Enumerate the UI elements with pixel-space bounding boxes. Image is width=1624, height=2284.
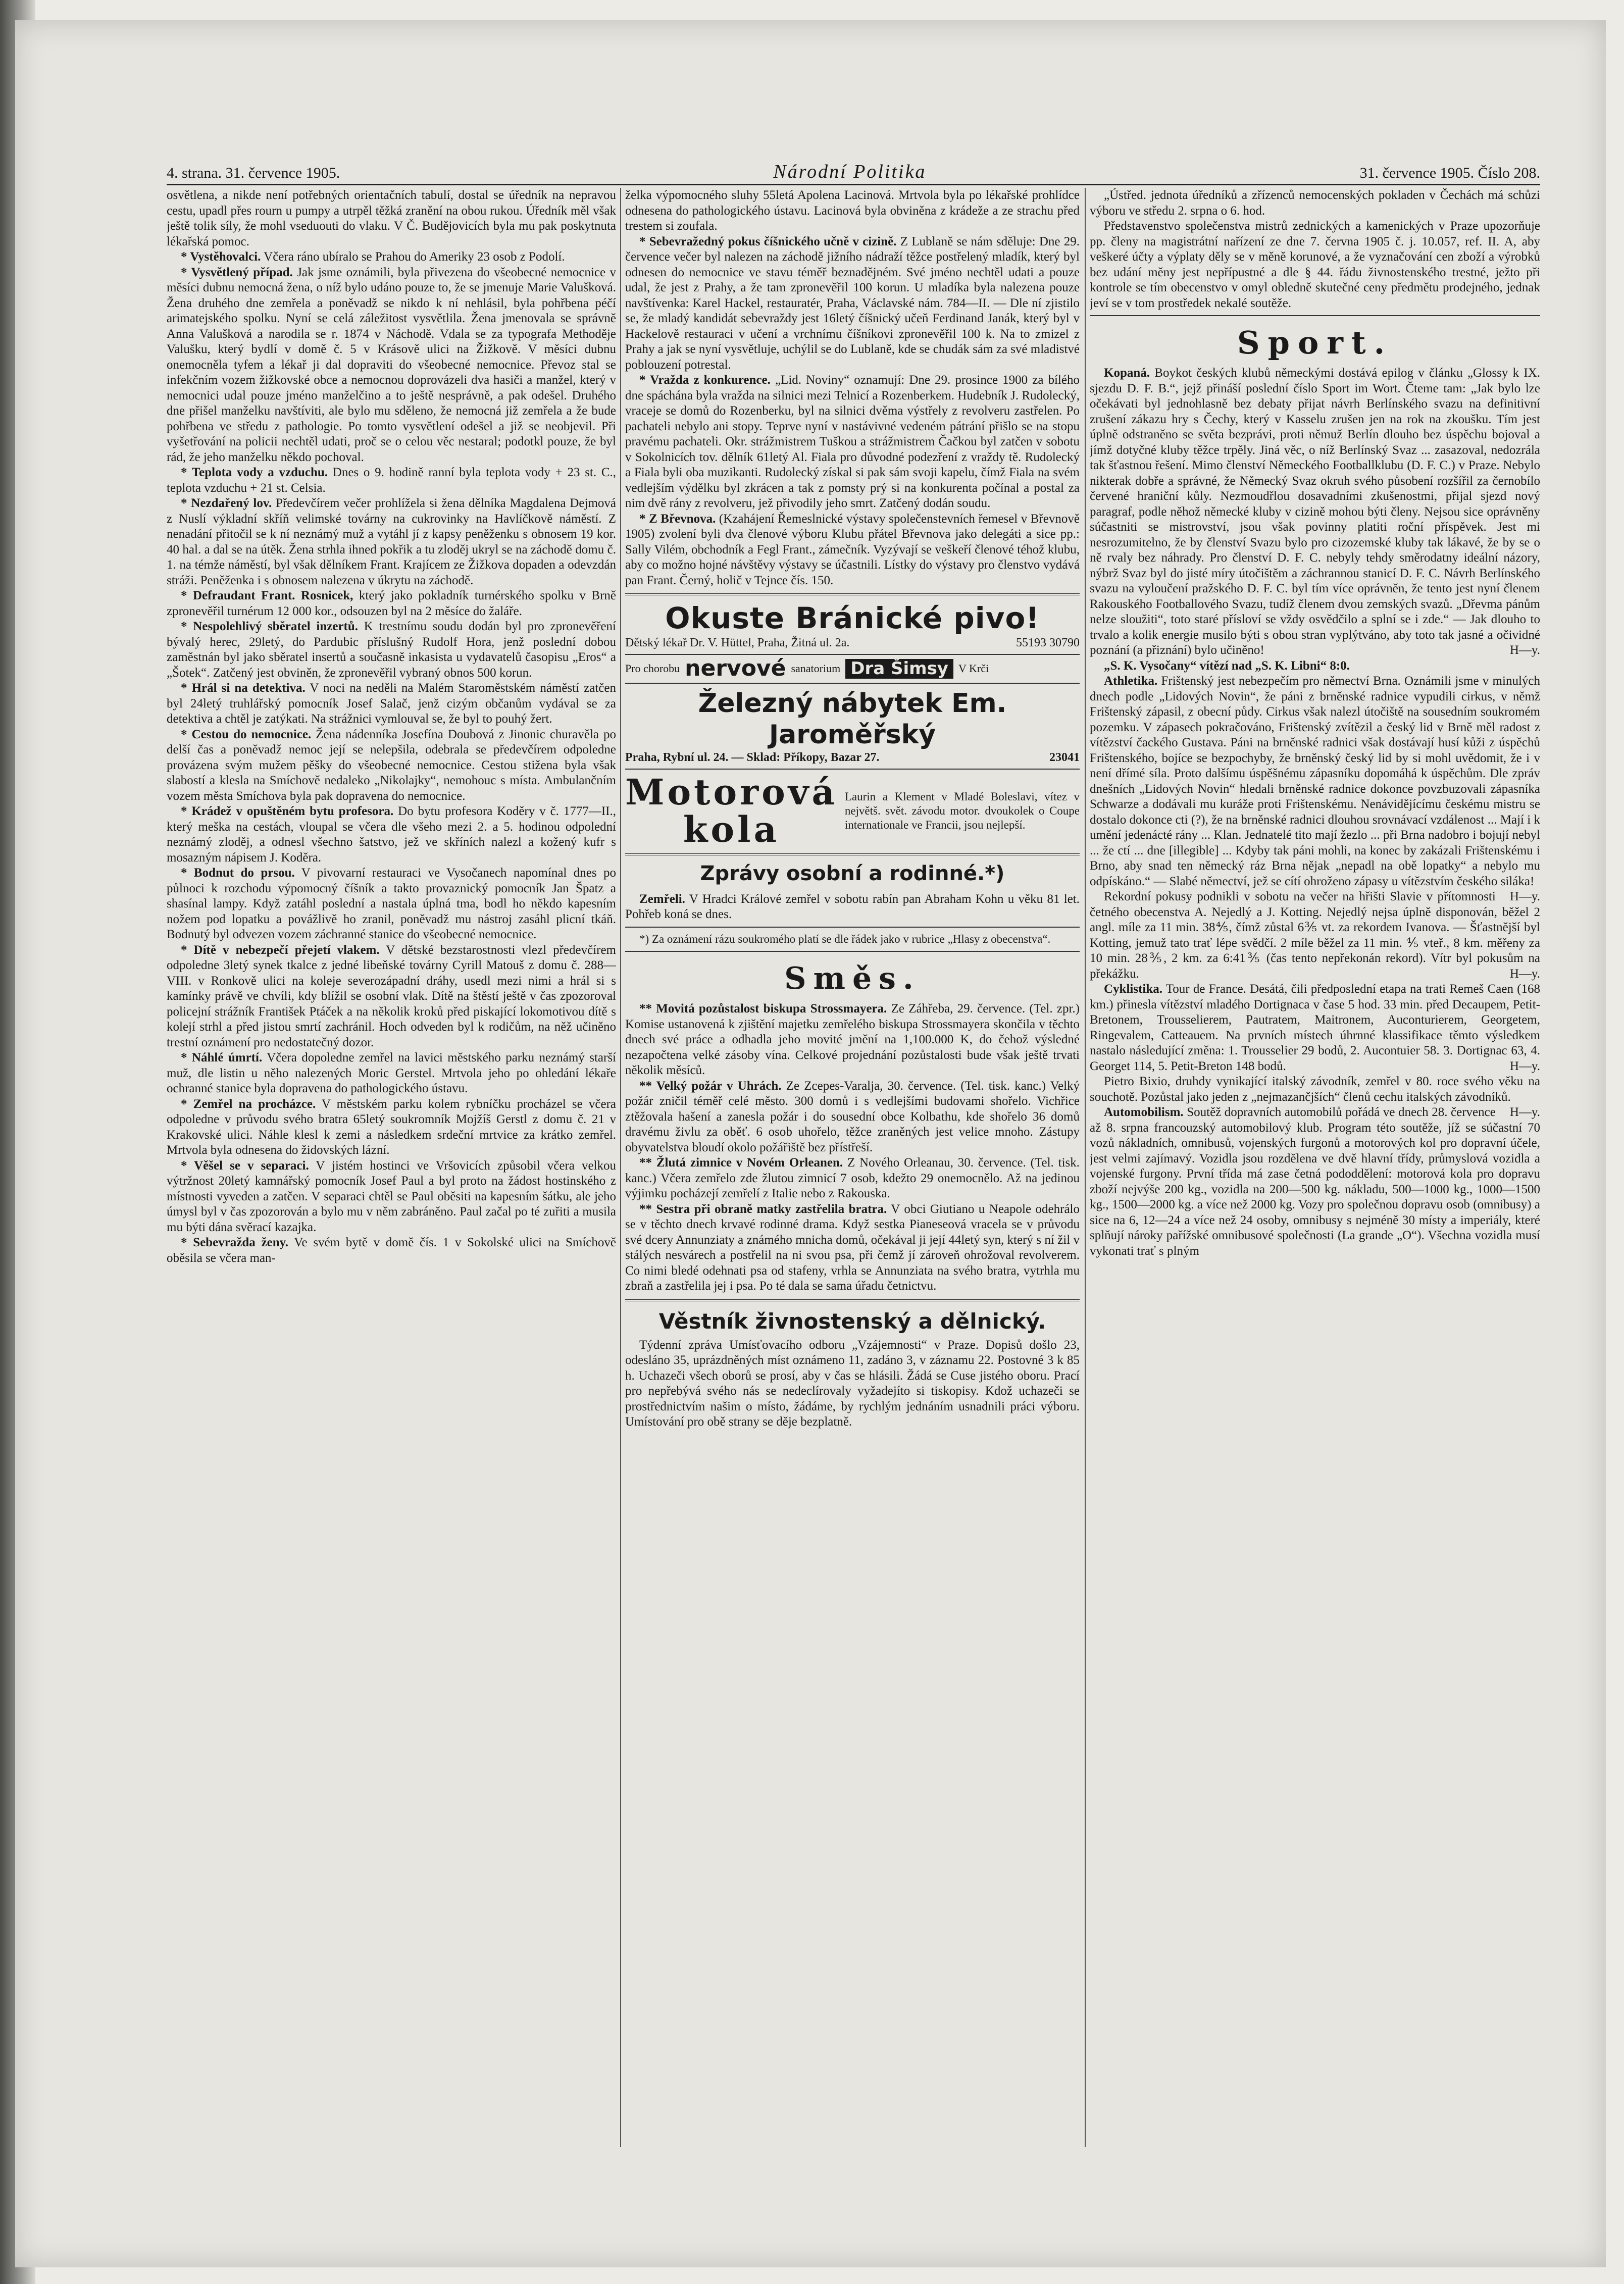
news-headline: * Hrál si na detektiva. bbox=[181, 681, 306, 695]
news-body: Z Lublaně se nám sděluje: Dne 29. července večer byl nalezen na záchodě jižního nádraží těžce postřelený mladík, který byl odnesen do nemocnice ve stavu téměř beznadějném. Své jméno nechtěl udati a pouze udal, že jest z Prahy, a že tam zpronevěřil 100 korun. U mladíka byla nalezena pouze navštívenka: Karel Hackel, restauratér, Praha, Václavské nám. 784—II. — Dle ní zjistilo se, že mladý kandidát sebevraždy jest 16letý číšnický učeň Ferdinand Janák, který byl v Hackelově restauraci v učení a vrchnímu číšníkovi zpronevěřil 100 k. Na to zmizel z Prahy a jak se nyní vysvětluje, uchýlil se do Lublaně, kde se chudák sám za své mladistvé poblouzení potrestal. bbox=[625, 234, 1080, 372]
news-body: Boykot českých klubů německými dostává epilog v článku „Glossy k IX. sjezdu D. F. B.“, jejž přináší poslední číslo Sport im Wort. Čteme tam: „Jak bylo lze očekávati byl jednohlasně bez debaty přijat návrh Berlínského svazu na definitivní zrušení zákazu hry s Čechy, který v Kasselu zrušen jen na rok na zkoušku. Tím jest úplně odstraněno se světa bezprávi, proti němuž Berlín dlouho bez úspěchu bojoval a jímž dotyčné kluby těžce trpěly. Jiná věc, o níž Berlínský Svaz ... zasazoval, nedozrála tak šťastnou řešení. Mimo členství Německého Footballklubu (D. F. C.) v Praze. Nebylo nikterak dobře a správné, že Německý Svaz okruh svého působení rozšířil za černobílo červené hraniční kůly. Nezmoudřlou dosavadními zkušenostmi, přijal sjezd nový paragraf, podle něhož německé kluby v cizině mohou býti členy. Nejsou sice oprávněny súčastniti se mistrovství, jsou však povinny platiti roční příspěvek. Jest mi nesrozumitelno, že by členství Svazu bylo pro cizozemské kluby tak lákavé, že by se o ně rvaly bez náhrady. Pro členství D. F. C. nebyly tehdy směrodatny ideální názory, nýbrž Svaz byl do jisté míry útočištěm a záchrannou stanicí D. F. C. Návrh Berlínského svazu na vyloučení pražského D. F. C. byl tím více oprávněn, že tento jest nyní členem Rakouského Footballového Svazu, tudíž členem dvou zemských svazů. „Dřevma pánům nelze sloužiti“, toto staré přísloví se vždy osvědčilo a splní se i zde.“ — Jak dlouho to trvalo a kolik energie musilo býti s obou stran vyplýtváno, aby toto tak jasné a očividné poznání (a přiznání) bylo učiněno! bbox=[1090, 366, 1540, 657]
section-title-sport: Sport. bbox=[1237, 324, 1393, 361]
news-headline: * Náhlé úmrtí. bbox=[181, 1051, 263, 1064]
news-body: Předevčírem večer prohlížela si žena dělníka Magdalena Dejmová z Nuslí výkladní skříň velimské továrny na cukrovinky na Havlíčkově náměstí. Z nenadání přitočil se k ní neznámý muž a vytáhl jí z kapsy peněženku s obnosem 19 kor. 40 hal. a dal se na útěk. Žena strhla ihned pokřik a tu zloděj ukryl se na záchodě domu č. 1. na témže náměstí, byl však dělníkem Frant. Krajícem ze Žižkova dopaden a odevzdán stráži. Peněženka i s obnosem nalezena v úkrytu na záchodě. bbox=[167, 496, 616, 587]
news-headline: * Teplota vody a vzduchu. bbox=[181, 466, 328, 479]
news-item bbox=[625, 373, 1080, 512]
news-body: V městském parku kolem rybníčku procházel se včera odpoledne v průvodu svého bratra 65letý soukromník Mojžíš Gerstl z domu č. 21 v Krakovské ulici. Náhle klesl k zemi a následkem srdeční mrtvice za krátko zemřel. Mrtvola byla odnesena do židovských lázní. bbox=[167, 1097, 616, 1157]
separator bbox=[625, 951, 1080, 952]
news-item bbox=[625, 1079, 1080, 1156]
column-rule bbox=[1085, 188, 1086, 2147]
news-body: V dětské bezstarostnosti vlezl předevčírem odpoledne 3letý synek tkalce z jedné libeňské továrny Cyrill Matouš z domu č. 288—VIII. v Ronkově ulici na koleje severozápadní dráhy, usedl mezi nimi a hrál si s kamínky právě ve chvíli, kdy blížil se osobní vlak. Dítě na štěstí ještě v čas zpozoroval policejní strážník František Ptáček a na několik kroků před piskající lokomotivou dítě s kolejí strhl a před jistou smrtí zachránil. Hoch odveden byl k rodičům, na něž učiněno trestní oznámení pro nedostatečný dozor. bbox=[167, 943, 616, 1049]
separator bbox=[625, 769, 1080, 770]
news-headline: ** Sestra při obraně matky zastřelila bratra. bbox=[639, 1202, 887, 1216]
news-headline: * Sebevražda ženy. bbox=[181, 1236, 288, 1249]
page-header bbox=[167, 161, 1540, 185]
news-body: Dnes o 9. hodině ranní byla teplota vody + 23 st. C., teplota vzduchu + 21 st. Celsia. bbox=[167, 466, 616, 495]
signature: H—y. bbox=[1509, 1059, 1540, 1073]
news-body: V noci na neděli na Malém Staroměstském náměstí zatčen byl 24letý truhlářský pomocník Josef Salač, jenž cizým občanům vydával se za detektiva a chtěl je zatýkati. Na strážnici vymlouval se, že byl to pouhý žert. bbox=[167, 681, 616, 726]
column-3 bbox=[1090, 188, 1540, 2147]
ad-doctor: Dětský lékař Dr. V. Hüttel, Praha, Žitná ul. 2a. bbox=[625, 636, 850, 649]
column-rule bbox=[620, 188, 621, 2147]
news-body: Včera ráno ubíralo se Prahou do Ameriky 23 osob z Podolí. bbox=[264, 250, 565, 264]
news-headline: * Sebevražedný pokus číšnického učně v cizině. bbox=[639, 234, 897, 248]
ad-code: 23041 bbox=[1049, 750, 1080, 764]
news-headline: * Vystěhovalci. bbox=[181, 250, 261, 264]
news-body: „Ústřed. jednota úředníků a zřízenců nemocenských pokladen v Čechách má schůzi výboru ve středu 2. srpna o 6. hod. bbox=[1090, 188, 1540, 218]
signature: H—y. bbox=[1509, 643, 1540, 657]
news-headline: * Dítě v nebezpečí přejetí vlakem. bbox=[181, 943, 380, 957]
header-right: 31. července 1905. Číslo 208. bbox=[1359, 165, 1540, 181]
news-body: Žena nádenníka Josefína Doubová z Jinonic churavěla po delší čas a poněvadž nemoc její se nelepšila, odebrala se předevčírem odpoledne provázena svým mužem pěšky do všeobecné nemocnice. Cestou stižena byla však slabostí a klesla na Smíchově nedaleko „Nikolajky“, nemohouc s místa. Ambulančním vozem města Smíchova byla pak dopravena do nemocnice. bbox=[167, 727, 616, 803]
news-headline: * Cestou do nemocnice. bbox=[181, 727, 312, 741]
separator bbox=[625, 654, 1080, 655]
ad-subline bbox=[625, 636, 1080, 650]
news-item bbox=[625, 512, 1080, 589]
news-headline: Automobilism. bbox=[1104, 1105, 1184, 1119]
news-headline: Kopaná. bbox=[1104, 366, 1150, 380]
ad-kola-word: kola bbox=[683, 808, 780, 850]
news-item bbox=[1090, 366, 1540, 658]
column-1 bbox=[167, 188, 616, 2147]
news-item bbox=[167, 681, 616, 727]
news-item bbox=[167, 1097, 616, 1158]
news-headline: „S. K. Vysočany“ vítězí nad „S. K. Libni“ 8:0. bbox=[1104, 658, 1350, 673]
news-item bbox=[625, 1001, 1080, 1079]
news-item bbox=[167, 804, 616, 866]
news-body: Ve svém bytě v domě čís. 1 v Sokolské ulici na Smíchově oběsila se včera man- bbox=[167, 1236, 616, 1265]
news-body: V Hradci Králové zemřel v sobotu rabín pan Abraham Kohn u věku 81 let. Pohřeb koná se dnes. bbox=[625, 892, 1080, 921]
separator bbox=[625, 1299, 1080, 1301]
news-headline: * Defraudant Frant. Rosnicek, bbox=[181, 589, 353, 602]
news-headline: Cyklistika. bbox=[1104, 982, 1163, 996]
news-item bbox=[167, 866, 616, 943]
news-item bbox=[167, 465, 616, 496]
news-body: Soutěž dopravních automobilů pořádá ve dnech 28. července až 8. srpna francouzský automobilový klub. Program této soutěže, jíž se súčastní 70 vozů nákladních, omnibusů, vojenských furgonů a motorových kol pro dopravní účele, jest velmi zajímavý. Vozidla jsou rozdělena ve dvě hlavní třídy, průmyslová vozidla a vojenské furgony. První třída má zase četná pododdělení: motorová kola pro dopravu zboží nejvýše 200 kg., vozidla na 200—500 kg. nákladu, 500—1000 kg., 1000—1500 kg., 1500—2000 kg. a více než 2000 kg. Vozy pro společnou dopravu osob (omnibusy) a sice na 6, 12—24 a více než 24 osoby, omnibusy s nejméně 30 místy a imperiály, které splňují nároky pařížské omnibusové společnosti (La grande „O“). Všechna vozidla musí vykonati trať s plným bbox=[1090, 1105, 1540, 1258]
news-body: Frištenský jest nebezpečím pro němectví Brna. Oznámili jsme v minulých dnech podle „Lidových Novin“, že páni z brněnské radnice vypudili cirkus, v němž Frištenský zápasil, z obecní půdy. Cirkus však nalezl útočiště na sousedním soukromém pozemku. V zápasech pokračováno, Frištenský zvítězil a český lid v Brně měl radost z vítězství čackého Gustava. Páni na brněnské radnici však dostávají husí kůži z úspěchů Frištenského, bojíce se bezpochyby, že brněnský český lid by si mohl uvědomit, že i v není dřímé síla. Proto dalšímu úspěšnému zápasníku dopomáhá k úspěchům. Dle zpráv dnešních „Lidových Novin“ hledali brněnské radnice dokonce povzbuzovali zápasníka Schwarze a dodávali mu kuráže proti Frištenskému. Nenávidějícímu českému mistru se dostalo dokonce cti (?), že na brněnské radnici dlouhou srovnávací vzdálenost ... Mají i k umění jedenácté rány ... Klan. Jednatelé tito mají žezlo ... při Brna nadobro i bojují nebyl ... že ctí ... dne [illegible] ... Kdyby tak páni mohli, na konec by zakázali Frištenskému i Brno, aby snad ten německý ráz Brna nějak „nepadl na obě lopatky“ a nebylo mu odpískáno.“ — Slabé němectví, jež se cítí ohroženo zápasy u vítězstvím českého siláka! bbox=[1090, 674, 1540, 888]
section-title-zpravy: Zprávy osobní a rodinné.*) bbox=[700, 861, 1005, 885]
news-body: Tour de France. Desátá, čili předposlední etapa na trati Remeš Caen (168 km.) přinesla vítězství mladého Dortignaca v čase 5 hod. 33 min. před Decaupem, Petit-Bretonem, Trousselierem, Pautratem, Maitronem, Auconturierem, Georgetem, Ringevalem, Catteauem. Na prvních místech úhrnné klassifikace těmto výsledkem nastalo následující změna: 1. Trousselier 29 bodů, 2. Aucontuier 58. 3. Dortignac 63, 4. Georget 114, 5. Petit-Breton 148 bodů. bbox=[1090, 982, 1540, 1073]
news-body: Rekordní pokusy podnikli v sobotu na večer na hřišti Slavie v přítomnosti četného obecenstva A. Nejedlý a J. Kotting. Nejedlý nejsa úplně disponován, běžel 2 angl. míle za 11 min. 38⅘, čímž zůstal 6⅗ vt. za rekordem Ivanova. — Šťastnější byl Kotting, jemuž tato trať lépe svědčí. 2 míle běžel za 11 min. ⅘ vteř., 8 km. měřeny za 10 min. 28⅗, 2 km. za 6:41⅗ (čas tento nepřekonán rekord). Vítr byl pokusům na překážku. bbox=[1090, 890, 1540, 981]
news-headline: * Vražda z konkurence. bbox=[639, 373, 771, 387]
separator bbox=[1090, 315, 1540, 316]
news-body: Z Nového Orleanau, 30. července. (Tel. tisk. kanc.) Včera zemřelo zde žlutou zimnicí 7 osob, kdežto 29 onemocnělo. Až na jedinou výjimku pocházejí zemřelí z Italie nebo z Rakouska. bbox=[625, 1156, 1080, 1200]
signature: H—y. bbox=[1509, 1105, 1540, 1119]
ad-zelezny-nabytek bbox=[625, 688, 1080, 765]
news-body: Ze Zcepes-Varalja, 30. července. (Tel. tisk. kanc.) Velký požár zničil téměř celé město. 300 domů i s vedlejšími budovami shořelo. Vichřice ztěžovala hašení a zanesla požár i do sousední obce Kolbathu, kde shořelo 36 domů dravému živlu za oběť. 6 osob uhořelo, těžce zraněných jest velice mnoho. Zástupy obyvatelstva bloudí okolo požářiště bez přístřeší. bbox=[625, 1079, 1080, 1154]
column-2 bbox=[625, 188, 1080, 2147]
news-body: V pivovarní restauraci ve Vysočanech napomínal dnes po půlnoci k rozchodu výpomocný číšník a takto provaznický pomocník Jan Špatz a shasínal lampy. Když zatáhl poslední a nastala úplná tma, bodl ho někdo kapesním nožem pod lopatku a povážlivě ho zranil, poněvadž mu nástroj zasáhl plicní tkáň. Bodnutý byl odvezen vozem záchranné stanice do všeobecné nemocnice. bbox=[167, 866, 616, 941]
news-body: Týdenní zpráva Umísťovacího odboru „Vzájemnosti“ v Praze. Dopisů došlo 23, odesláno 35, uprázdněných míst oznámeno 11, zadáno 3, v záznamu 22. Postovné 3 k 85 h. Uchazeči všech oborů se prosí, aby v čas se hlásili. Žádá se Cuse jistého oboru. Prací pro nepřebývá svého nás se nedeclírovaly vyžadejíto si tiskopisy. Kdož uchazeči se prostřednictvím našim o místo, žádáme, by rychlým jednáním usnadnili práci výboru. Umístování pro obě strany se děje bezplatně. bbox=[625, 1338, 1080, 1429]
news-item bbox=[625, 1155, 1080, 1202]
news-item bbox=[167, 588, 616, 619]
signature: H—y. bbox=[1509, 967, 1540, 981]
ad-dr-simsa: Dra Šimsy bbox=[845, 659, 953, 679]
ad-headline: Železný nábytek Em. Jaroměřský bbox=[698, 688, 1007, 750]
news-item bbox=[167, 943, 616, 1051]
news-headline: Athletika. bbox=[1104, 674, 1158, 688]
ad-address: Praha, Rybní ul. 24. — Sklad: Příkopy, Bazar 27. bbox=[625, 750, 880, 764]
ad-code: 55193 30790 bbox=[1016, 636, 1080, 649]
separator bbox=[625, 853, 1080, 855]
ad-headline: Okuste Bránické pivo! bbox=[665, 601, 1040, 635]
separator bbox=[625, 683, 1080, 684]
news-headline: Zemřeli. bbox=[639, 892, 685, 906]
footnote: *) Za oznámení rázu soukromého platí se dle řádek jako v rubrice „Hlasy z obecenstva“. bbox=[639, 932, 1051, 945]
news-item bbox=[167, 265, 616, 466]
separator bbox=[625, 593, 1080, 595]
news-body: Jak jsme oznámili, byla přivezena do všeobecné nemocnice v měsíci dubnu nemocná žena, o níž bylo udáno pouze to, že se jmenuje Marie Valušková. Žena druhého dne zemřela a poněvadž se nikdo k ní nehlásil, byla pohřbena péčí arimatejského spolku. Nyní se celá záležitost vysvětlila. Žena jmenovala se správně Anna Valušková a narodila se r. 1874 v Náchodě. Vdala se za typografa Methoděje Valušku, který bydlí v domě č. 5 v Krásově ulici na Žižkově. V měsíci dubnu onemocněla tyfem a lékař ji dal dopraviti do všeobecné nemocnice. Převoz stal se infekčním vozem žižkovské obce a nemocnou doprovázeli dva hasiči a manžel, který v nemocnici udal pouze jméno manželčino a to ještě nesprávně, a pak odešel. Druhého dne přišel manželku navštíviti, ale bylo mu sděleno, že nemocná již zemřela a že bude pohřbena ve středu z pathologie. Po tomto vysvětlení odešel a již se neobjevil. Při vyšetřování na policii nechtěl udati, proč se o celou věc nestaral; podotkl pouze, že byl rád, že jeho manželku někdo pochoval. bbox=[167, 265, 616, 464]
news-body: „Lid. Noviny“ oznamují: Dne 29. prosince 1900 za bílého dne spáchána byla vražda na silnici mezi Telnicí a Rozenberkem. Hudebník J. Rudolecký, vraceje se domů do Rozenberku, byl na silnici dvěma výstřely z revolveru zastřelen. Po pachateli nebylo ani stopy. Teprve nyní v nastávivné vedeném pátrání přišlo se na stopu pravému pachateli. Okr. strážmistrem Tuškou a strážmistrem Čačkou byl zatčen v sobotu v Sokolnicích tov. dělník 61letý Al. Fiala pro důvodné podezření z vraždy tě. Rudolecký a Fiala byli oba muzikanti. Rudolecký získal si pak sám svoji kapelu, čímž Fiala na svém vedlejším výdělku byl zkrácen a tak z pomsty prý si na konkurenta počínal a postal za nim dvě rány z revolveru, jež přivodily jeho smrt. Zatčený dodán soudu. bbox=[625, 373, 1080, 510]
news-body: Včera dopoledne zemřel na lavici městského parku neznámý starší muž, dle listin u něho nalezených Moric Gerstel. Mrtvola jeho po ohledání lékaře ochranné stanice byla dopravena do pathologického ústavu. bbox=[167, 1051, 616, 1095]
masthead-title: Národní Politika bbox=[773, 161, 927, 182]
news-item bbox=[167, 619, 616, 681]
ad-laurin-klement: Laurin a Klement v Mladé Boleslavi, vítez v největš. svět. závodu motor. dvoukolek o Coupe internationale ve Francii, jsou nejlepší. bbox=[844, 790, 1080, 831]
article-text: osvětlena, a nikde není potřebných orientačních tabulí, dostal se úředník na nepravou cestu, upadl přes rourn u pumpy a utrpěl těžká zranění na obou rukou. Úředník měl však ještě tolik síly, že mohl vseduouti do vlaku. V Č. Budějovicích byla mu pak poskytnuta lékařská pomoc. bbox=[167, 188, 616, 248]
news-item bbox=[167, 496, 616, 588]
news-item bbox=[625, 892, 1080, 923]
news-headline: * Z Břevnova. bbox=[639, 512, 716, 526]
ad-motorova-word: Motorová bbox=[625, 771, 838, 813]
news-headline: ** Velký požár v Uhrách. bbox=[639, 1079, 782, 1093]
news-item bbox=[167, 1050, 616, 1097]
signature: H—y. bbox=[1509, 890, 1540, 903]
article-text: želka výpomocného sluhy 55letá Apolena Lacinová. Mrtvola byla po lékařské prohlídce odnesena do pathologického ústavu. Lacinová byla obviněna z krádeže a ze strachu před trestem si zoufala. bbox=[625, 188, 1080, 233]
ad-krc: V Krči bbox=[958, 662, 989, 675]
ad-nervove: nervové bbox=[685, 655, 786, 681]
ad-sanatorium bbox=[625, 655, 1080, 681]
news-item bbox=[167, 1158, 616, 1236]
ad-subline bbox=[625, 750, 1080, 765]
separator bbox=[625, 927, 1080, 928]
news-item bbox=[625, 234, 1080, 373]
ad-sanatorium-label: sanatorium bbox=[791, 662, 841, 675]
news-item bbox=[625, 1202, 1080, 1294]
news-headline: ** Žlutá zimnice v Novém Orleanen. bbox=[639, 1156, 843, 1170]
news-headline: * Krádež v opuštěném bytu profesora. bbox=[181, 804, 394, 818]
news-body: V jistém hostinci ve Vršovicích způsobil včera velkou výtržnost 20letý kamnářský pomocník Josef Paul a byl proto na žádost hostinského z místnosti vyveden a zatčen. V separaci chtěl se Paul oběsiti na kapesním šátku, ale jeho úmysl byl v čas zpozorován a bylo mu v něm zabráněno. Paul začal po té zuřiti a musila mu býti dána svěrací kazajka. bbox=[167, 1158, 616, 1234]
ad-branicke-pivo bbox=[625, 600, 1080, 650]
news-item bbox=[167, 727, 616, 804]
news-headline: * Bodnut do prsou. bbox=[181, 866, 295, 880]
news-headline: * Věšel se v separaci. bbox=[181, 1158, 309, 1173]
news-headline: * Zemřel na procházce. bbox=[181, 1097, 316, 1111]
news-headline: * Vysvětlený případ. bbox=[181, 265, 293, 279]
news-headline: ** Movitá pozůstalost biskupa Strossmayera. bbox=[639, 1002, 887, 1016]
ad-word-block bbox=[625, 771, 838, 850]
news-body: který jako pokladník turnérského spolku v Brně zpronevěřil turnérum 12 000 kor., odsouzen byl na 2 měsíce do žaláře. bbox=[167, 589, 616, 618]
news-item bbox=[1090, 982, 1540, 1074]
ad-motorova-kola bbox=[625, 771, 1080, 850]
news-body: Ze Záhřeba, 29. července. (Tel. zpr.) Komise ustanovená k zjištění majetku zemřelého biskupa Strossmayera skončila v těchto dnech své práce a odhadla jeho movité jmění na 1,100.000 K, do čehož výsledné nezapočtena velké zásoby vína. Celkové projednání pozůstalosti bude však ještě trvati několik měsíců. bbox=[625, 1002, 1080, 1077]
ad-prefix: Pro chorobu bbox=[625, 662, 680, 675]
news-item bbox=[1090, 674, 1540, 903]
news-body: V obci Giutiano u Neapole odehrálo se v těchto dnech krvavé rodinné drama. Když sestka Pianeseová vracela se v průvodu své dcery Annunziaty a známého mnicha domů, očekával ji její 44letý syn, který s ní žil v stálých nesvárech a postřelil na ni svou psa, při čemž jí zároveň ohrožoval revolverem. Co nimi bledé odehnati psa od stafeny, vrhla se Annunziata na svého bratra, vytrhla mu zbraň a zastřelila jej i psa. Po té dala se sama úřadu četnictvu. bbox=[625, 1202, 1080, 1293]
news-headline: * Nezdařený lov. bbox=[181, 496, 272, 510]
news-body: K trestnímu soudu dodán byl pro zpronevěření bývalý herec, 29letý, do Pardubic příslušný Rudolf Hora, jenž poslední dobou zaměstnán byl jako sběratel insertů a současně inkasista u vydavatelů časopisu „Eros“ a „Šotek“. Zatčený jest obviněn, že zpronevěřil vybraný obnos 500 korun. bbox=[167, 620, 616, 680]
news-item bbox=[167, 1235, 616, 1266]
news-body: Pietro Bixio, druhdy vynikající italský závodník, zemřel v 80. roce svého věku na souchotě. Pozůstal jako jeden z „nejmazančjších“ členů cechu italských závodníků. bbox=[1090, 1075, 1540, 1104]
news-item bbox=[1090, 1105, 1540, 1259]
news-body: Do bytu profesora Koděry v č. 1777—II., který meška na cestách, vloupal se včera dle všeho mezi 2. a 5. hodinou odpolední neznámý zloděj, a odnesl všechno šatstvo, jež ve skříních nalezl a kožený kufr s mosazným nápisem J. Koděra. bbox=[167, 804, 616, 865]
section-title-vestnik: Věstník živnostenský a dělnický. bbox=[658, 1308, 1046, 1334]
news-item bbox=[167, 249, 616, 265]
header-left: 4. strana. 31. července 1905. bbox=[167, 165, 340, 181]
news-body: (Kzahájení Řemeslnické výstavy společenstevních řemesel v Břevnově 1905) zvolení byli dva členové výboru Klubu přátel Břevnova jako delegáti a sice pp.: Sally Vilém, obchodník a Fegl Frant., zámečník. Vyzývají se veškeří členové téhož klubu, aby co možno hojné návštěvy výstavy se účastnili. Lístky do výstavy pro členstvo vydává pan Frant. Černý, holič v Tejnce čís. 150. bbox=[625, 512, 1080, 587]
news-item bbox=[1090, 889, 1540, 982]
news-body: Představenstvo společenstva mistrů zednických a kamenických v Praze upozorňuje pp. členy na magistrátní nařízení ze dne 7. června 1905 č. j. 10.057, ref. II. A, aby veškeré účty a výplaty děly se v měně korunové, a že vyznačování cen zboží a výrobků bez udání měny jest nepřípustné a dle § 44. řádu živnostenského trestné, ježto při kontrole se tím obecenstvo v omyl obledně skutečné ceny předmětu prodejného, jednak jeví se v tom prostředek nekalé soutěže. bbox=[1090, 219, 1540, 310]
news-headline: * Nespolehlivý sběratel inzertů. bbox=[181, 620, 359, 633]
section-title-smes: Směs. bbox=[784, 961, 921, 996]
